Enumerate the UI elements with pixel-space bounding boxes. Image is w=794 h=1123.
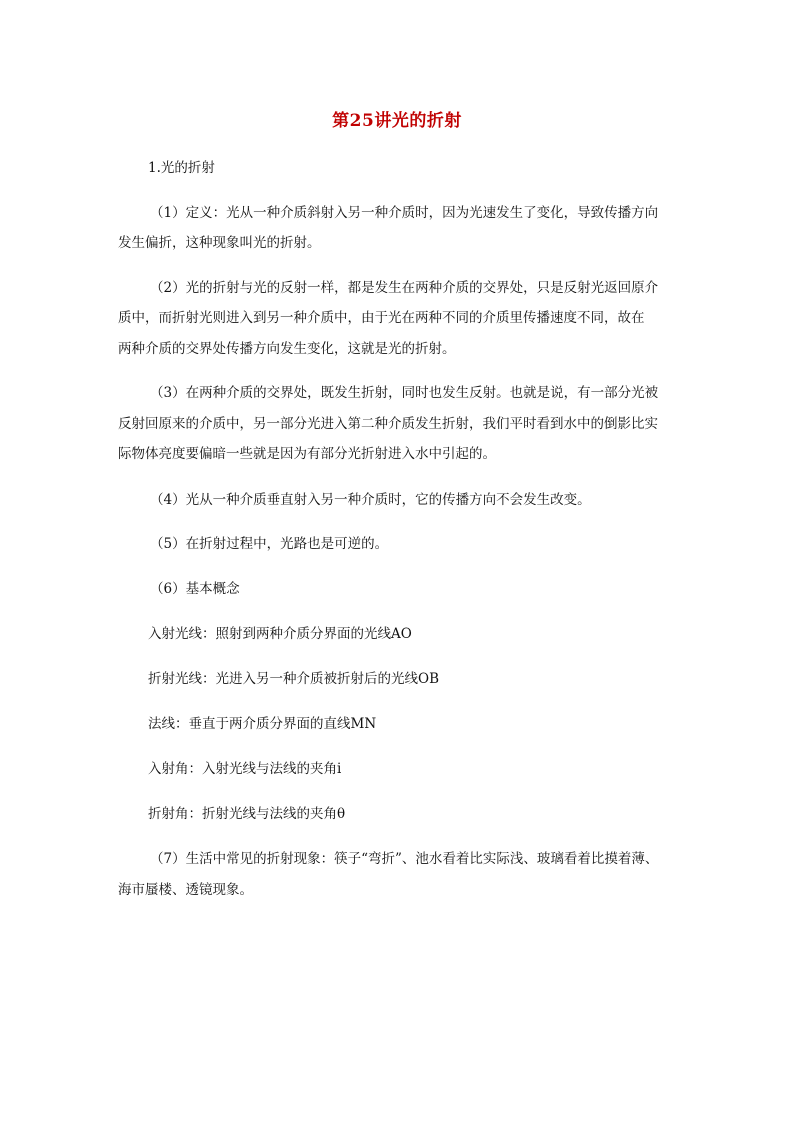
paragraph-line: 发生偏折，这种现象叫光的折射。 [118, 235, 321, 251]
definition-line: 折射角：折射光线与法线的夹角θ [148, 806, 346, 822]
paragraph-line: 海市蜃楼、透镜现象。 [118, 882, 253, 898]
paragraph-line: （3）在两种介质的交界处，既发生折射，同时也发生反射。也就是说，有一部分光被 [150, 385, 659, 401]
paragraph-line: 两种介质的交界处传播方向发生变化，这就是光的折射。 [118, 341, 456, 357]
paragraph-line: （5）在折射过程中，光路也是可逆的。 [150, 536, 389, 552]
paragraph-line: 反射回原来的介质中，另一部分光进入第二种介质发生折射，我们平时看到水中的倒影比实 [118, 416, 658, 432]
paragraph-line: （2）光的折射与光的反射一样，都是发生在两种介质的交界处，只是反射光返回原介 [150, 280, 659, 296]
section-heading: 1.光的折射 [148, 160, 215, 176]
page-title: 第25讲光的折射 [332, 111, 462, 131]
paragraph-line: （4）光从一种介质垂直射入另一种介质时，它的传播方向不会发生改变。 [150, 492, 591, 508]
paragraph-line: 际物体亮度要偏暗一些就是因为有部分光折射进入水中引起的。 [118, 446, 496, 462]
paragraph-line: （6）基本概念 [150, 581, 240, 597]
paragraph-line: （1）定义：光从一种介质斜射入另一种介质时，因为光速发生了变化，导致传播方向 [150, 205, 659, 221]
definition-line: 法线：垂直于两介质分界面的直线MN [148, 716, 377, 732]
paragraph-line: 质中，而折射光则进入到另一种介质中，由于光在两种不同的介质里传播速度不同，故在 [118, 310, 645, 326]
definition-line: 折射光线：光进入另一种介质被折射后的光线OB [148, 671, 439, 687]
paragraph-line: （7）生活中常见的折射现象：筷子“弯折”、池水看着比实际浅、玻璃看着比摸着薄、 [150, 851, 659, 867]
definition-line: 入射光线：照射到两种介质分界面的光线AO [148, 626, 412, 642]
definition-line: 入射角：入射光线与法线的夹角i [148, 761, 342, 777]
